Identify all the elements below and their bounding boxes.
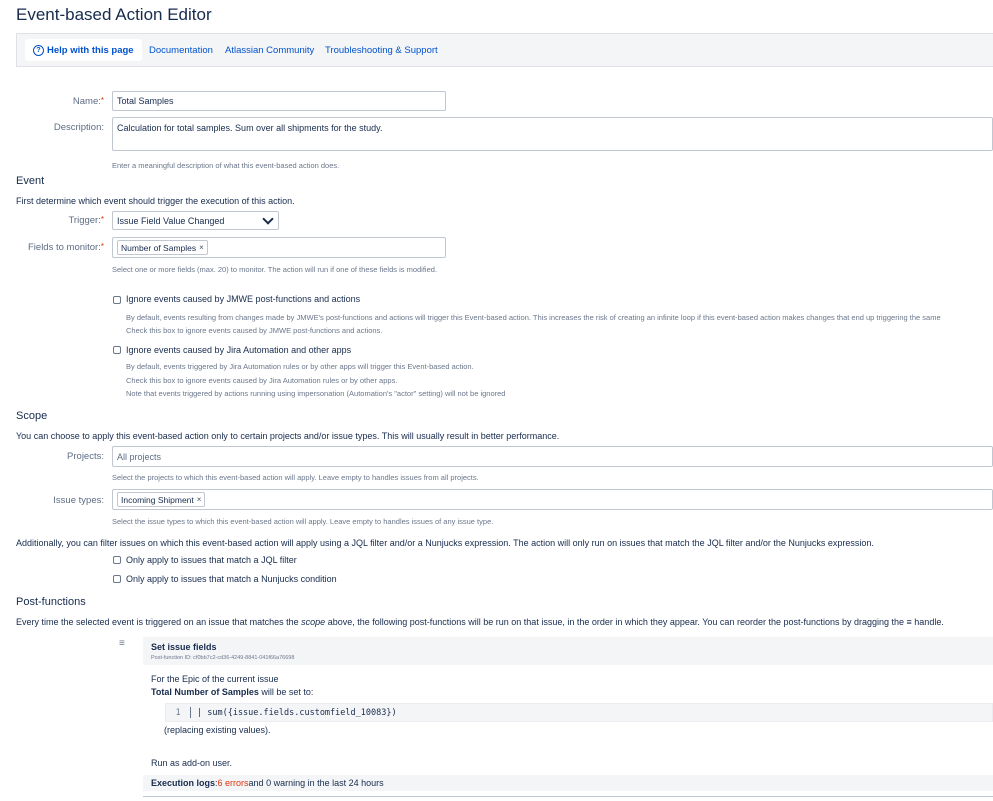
postfunction-id: Post-function ID: cf0bb7c2-cd36-4249-8841-041f66a76698 [151,655,295,661]
projects-input[interactable]: All projects [112,446,993,467]
trigger-label: Trigger:* [68,215,104,226]
trigger-select[interactable]: Issue Field Value Changed [112,211,279,230]
description-field[interactable]: Calculation for total samples. Sum over all shipments for the study. [112,117,993,151]
projects-label: Projects: [67,451,104,462]
postfunction-title: Set issue fields [151,642,217,652]
code-preview [165,703,993,722]
name-field[interactable]: Total Samples [112,91,446,111]
name-label: Name:* [72,96,104,107]
postfunction-field: Total Number of Samples will be set to: [151,687,314,697]
errors-count[interactable]: 6 errors [217,778,249,788]
ignore-jmwe-desc-2: Check this box to ignore events caused by JMWE post-functions and actions. [126,326,383,335]
ignore-jmwe-label: Ignore events caused by JMWE post-functions and actions [126,294,361,304]
code-gutter-divider [190,707,191,718]
fields-hint: Select one or more fields (max. 20) to monitor. The action will run if one of these fields is modified. [112,265,438,274]
jql-checkbox[interactable] [113,556,121,564]
issue-types-hint: Select the issue types to which this event-based action will apply. Leave empty to handles issues of any issue type. [112,517,494,526]
postfunctions-heading: Post-functions [16,596,86,608]
code-line-number: 1 [175,707,181,718]
issue-types-input[interactable] [112,489,993,510]
event-heading: Event [16,175,45,187]
description-label: Description: [53,122,104,133]
jql-label: Only apply to issues that match a JQL filter [126,555,297,565]
help-button[interactable] [25,39,142,61]
drag-handle-icon[interactable]: ≡ [119,638,125,649]
ignore-automation-desc-1: By default, events triggered by Jira Automation rules or by other apps will trigger this Event-based action. [126,362,474,371]
scope-intro: You can choose to apply this event-based action only to certain projects and/or issue types. This will usually result in better performance. [16,431,560,441]
event-intro: First determine which event should trigger the execution of this action. [16,196,295,206]
postfunction-target: For the Epic of the current issue [151,674,279,684]
nunjucks-label: Only apply to issues that match a Nunjucks condition [126,574,337,584]
chevron-down-icon [262,213,273,224]
community-link[interactable]: Atlassian Community [225,45,315,56]
nunjucks-checkbox[interactable] [113,575,121,583]
ignore-automation-checkbox[interactable] [113,346,121,354]
field-tag: Number of Samples × [117,240,208,255]
remove-tag-icon[interactable]: × [199,243,204,252]
scope-heading: Scope [16,410,48,422]
filter-intro: Additionally, you can filter issues on which this event-based action will apply using a JQL filter and/or a Nunjucks expression. The action will only run on issues that match the JQL filter and/or the Nunjucks expression. [16,538,874,548]
issue-types-label: Issue types: [53,495,104,506]
ignore-automation-label: Ignore events caused by Jira Automation and other apps [126,345,352,355]
help-button-label: Help with this page [47,44,134,56]
projects-hint: Select the projects to which this event-based action will apply. Leave empty to handles issues from all projects. [112,473,479,482]
divider [143,796,993,797]
execution-logs-link[interactable]: Execution logs [151,778,216,788]
page-title: Event-based Action Editor [16,5,212,24]
postfunctions-intro: Every time the selected event is triggered on an issue that matches the scope above, the following post-functions will be run on that issue, in the order in which they appear. You can reorder the post-functions by dragging the ≡ handle. [16,617,944,627]
issue-type-tag: Incoming Shipment × [117,492,205,507]
execution-logs-bar: Execution logs : 6 errors and 0 warning in the last 24 hours [143,775,993,791]
ignore-jmwe-checkbox[interactable] [113,296,121,304]
run-as-note: Run as add-on user. [151,758,233,768]
description-hint: Enter a meaningful description of what this event-based action does. [112,161,340,170]
fields-to-monitor-input[interactable] [112,237,446,258]
ignore-automation-desc-3: Note that events triggered by actions running using impersonation (Automation's "actor" setting) will not be ignored [126,389,506,398]
ignore-jmwe-desc-1: By default, events resulting from changes made by JMWE's post-functions and actions will trigger this Event-based action. This increases the risk of creating an infinite loop if this event-based action makes changes that end up triggering the same [126,313,941,322]
documentation-link[interactable]: Documentation [149,45,213,56]
replacing-note: (replacing existing values). [164,725,271,735]
question-icon: ? [33,45,44,56]
code-text: | sum({issue.fields.customfield_10083}) [197,707,397,718]
postfunction-header[interactable] [143,637,993,665]
ignore-automation-desc-2: Check this box to ignore events caused by Jira Automation rules or by other apps. [126,376,398,385]
support-link[interactable]: Troubleshooting & Support [325,45,438,56]
fields-label: Fields to monitor:* [28,242,104,253]
remove-tag-icon[interactable]: × [196,495,202,504]
help-bar [16,33,993,67]
